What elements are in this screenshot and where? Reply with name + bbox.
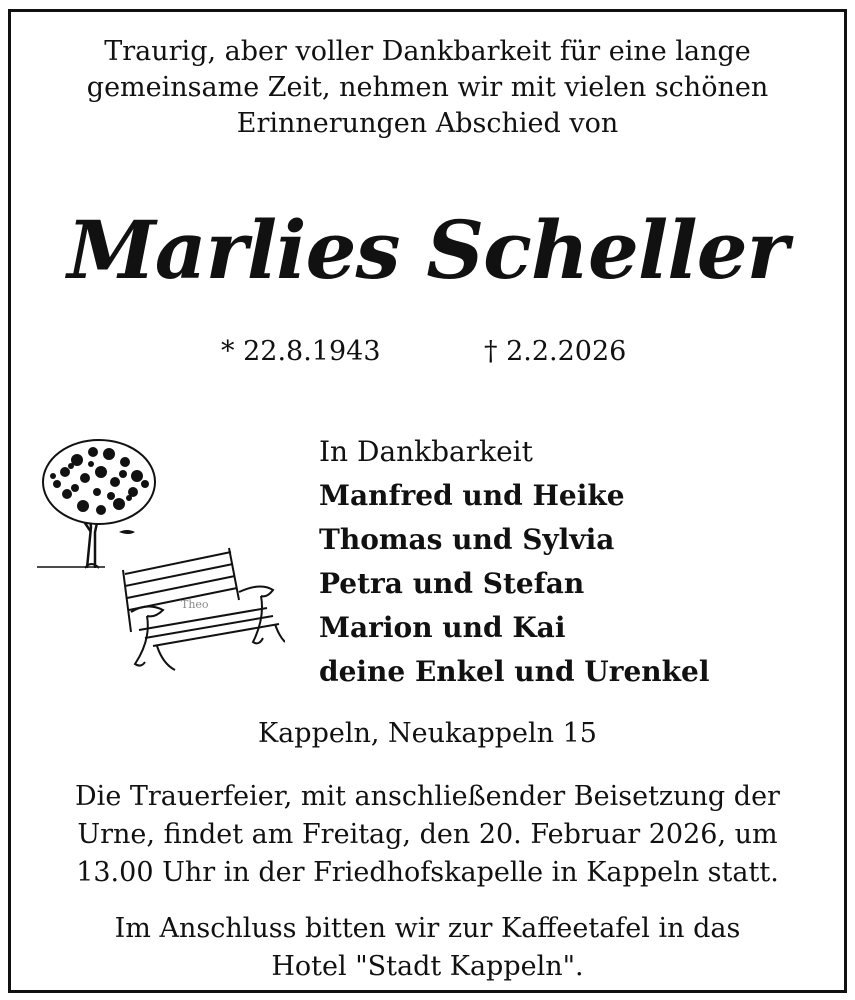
illustration-signature: Theo <box>181 598 209 611</box>
mourner-name: Petra und Stefan <box>319 567 585 600</box>
mourners-list <box>319 430 709 694</box>
death-date: † 2.2.2026 <box>484 336 627 367</box>
intro-line: Traurig, aber voller Dankbarkeit für eine lange <box>104 36 751 67</box>
intro-text <box>11 34 844 142</box>
mourner-name: Manfred und Heike <box>319 479 625 512</box>
mourner-name: Marion und Kai <box>319 611 566 644</box>
intro-line: gemeinsame Zeit, nehmen wir mit vielen schönen <box>86 72 769 103</box>
intro-line: Erinnerungen Abschied von <box>236 108 619 139</box>
address: Kappeln, Neukappeln 15 <box>258 718 597 749</box>
mourner-name: Thomas und Sylvia <box>319 523 615 556</box>
mourner-name: deine Enkel und Urenkel <box>319 655 710 688</box>
obituary-frame <box>8 9 847 993</box>
tree-crown <box>43 440 155 524</box>
reception-line: Im Anschluss bitten wir zur Kaffeetafel in das <box>114 913 741 944</box>
service-details <box>11 778 844 892</box>
mourners-lead: In Dankbarkeit <box>319 435 533 468</box>
service-line: Die Trauerfeier, mit anschließender Beisetzung der <box>75 781 780 812</box>
service-line: Urne, findet am Freitag, den 20. Februar 2026, um <box>77 819 778 850</box>
reception-line: Hotel "Stadt Kappeln". <box>271 951 584 982</box>
reception-details <box>11 910 844 986</box>
tree-and-bench-drawing <box>35 432 285 682</box>
tree-and-bench-icon <box>35 432 285 682</box>
birth-date: * 22.8.1943 <box>221 336 381 367</box>
service-line: 13.00 Uhr in der Friedhofskapelle in Kappeln statt. <box>76 857 779 888</box>
deceased-name: Marlies Scheller <box>67 203 788 297</box>
